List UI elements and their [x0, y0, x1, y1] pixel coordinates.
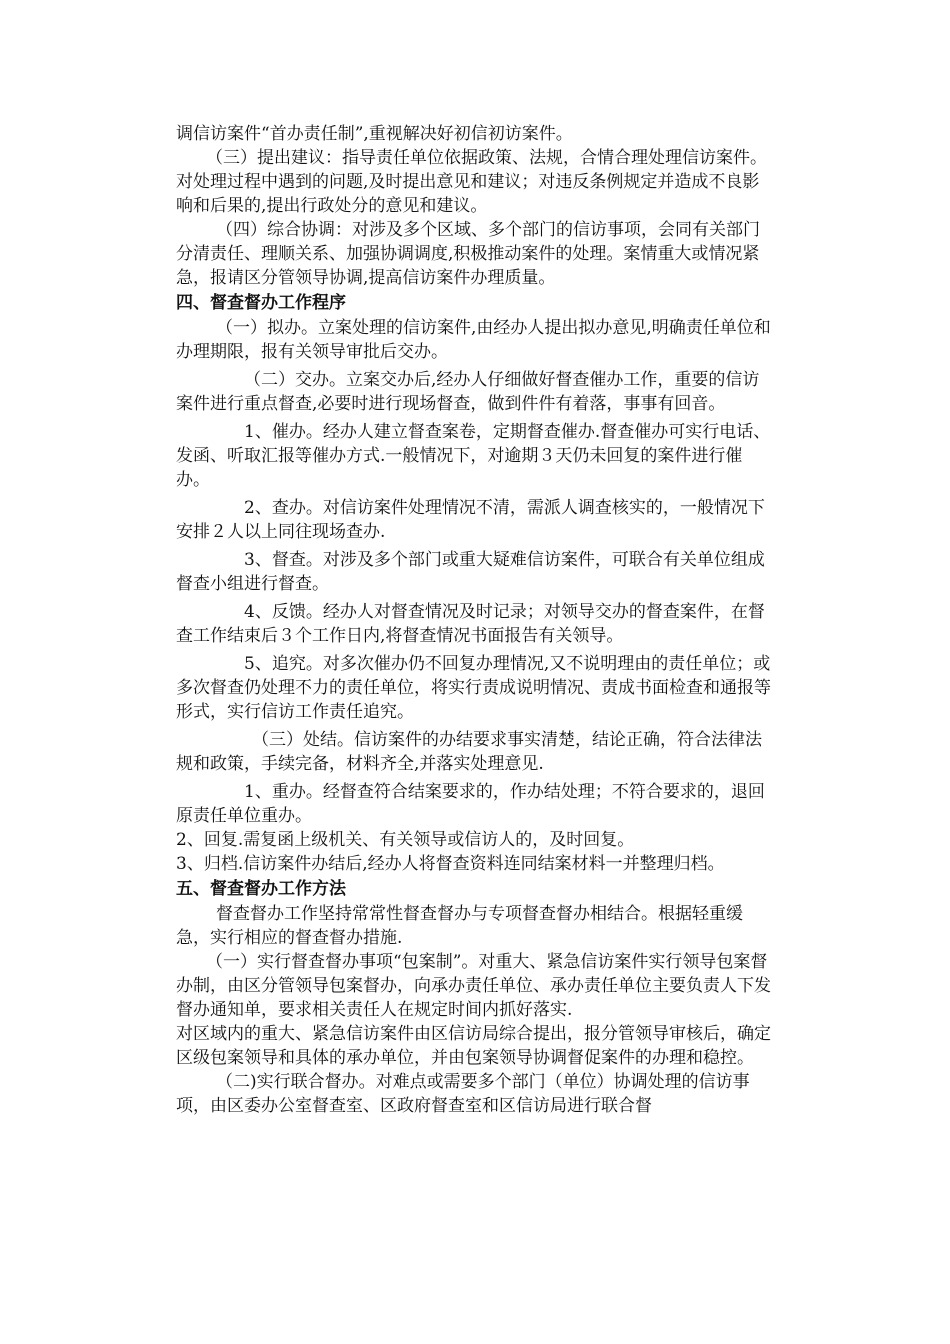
paragraph-nibang: （一）拟办。立案处理的信访案件,由经办人提出拟办意见,明确责任单位和办理期限，报有关领导审批后交办。	[176, 318, 771, 362]
paragraph-huifu: 2、回复.需复函上级机关、有关领导或信访人的，及时回复。	[176, 830, 635, 850]
paragraph-guidang: 3、归档.信访案件办结后,经办人将督查资料连同结案材料一并整理归档。	[176, 854, 725, 874]
paragraph-intro: 调信访案件“首办责任制”,重视解决好初信初访案件。	[176, 124, 573, 144]
paragraph-chujie: （三）处结。信访案件的办结要求事实清楚，结论正确，符合法律法规和政策，手续完备，材料齐全,并落实处理意见.	[176, 730, 762, 774]
paragraph-coordination: （四）综合协调：对涉及多个区域、多个部门的信访事项，会同有关部门分清责任、理顺关系、加强协调调度,积极推动案件的处理。案情重大或情况紧急，报请区分管领导协调,提高信访案件办理质量。	[176, 220, 760, 288]
paragraph-suggestion: （三）提出建议：指导责任单位依据政策、法规，合情合理处理信访案件。对处理过程中遇到的问题,及时提出意见和建议；对违反条例规定并造成不良影响和后果的,提出行政处分的意见和建议。	[176, 148, 767, 216]
paragraph-chongban: 1、重办。经督查符合结案要求的，作办结处理；不符合要求的，退回原责任单位重办。	[176, 782, 765, 826]
section-heading-procedure: 四、督查督办工作程序	[176, 293, 346, 313]
paragraph-chaban: 2、查办。对信访案件处理情况不清，需派人调查核实的，一般情况下安排２人以上同往现场查办.	[176, 498, 765, 542]
paragraph-zhuijiu: 5、追究。对多次催办仍不回复办理情况,又不说明理由的责任单位；或多次督查仍处理不力的责任单位，将实行责成说明情况、责成书面检查和通报等形式，实行信访工作责任追究。	[176, 654, 771, 722]
section-heading-method: 五、督查督办工作方法	[176, 879, 346, 899]
paragraph-baoan: （一）实行督查督办事项“包案制”。对重大、紧急信访案件实行领导包案督办制，由区分管领导包案督办，向承办责任单位、承办责任单位主要负责人下发督办通知单，要求相关责任人在规定时间内抓好落实.	[176, 952, 771, 1020]
paragraph-lianhe: （二)实行联合督办。对难点或需要多个部门（单位）协调处理的信访事项，由区委办公室督查室、区政府督查室和区信访局进行联合督	[176, 1072, 750, 1116]
paragraph-ducha: 3、督查。对涉及多个部门或重大疑难信访案件，可联合有关单位组成督查小组进行督查。	[176, 550, 765, 594]
paragraph-quyu: 对区域内的重大、紧急信访案件由区信访局综合提出，报分管领导审核后，确定区级包案领导和具体的承办单位，并由包案领导协调督促案件的办理和稳控。	[176, 1024, 771, 1068]
document-body	[176, 122, 776, 1118]
paragraph-fankui: 4、反馈。经办人对督查情况及时记录；对领导交办的督查案件，在督查工作结束后３个工作日内,将督查情况书面报告有关领导。	[176, 602, 765, 646]
paragraph-jiaoban: （二）交办。立案交办后,经办人仔细做好督查催办工作，重要的信访案件进行重点督查,必要时进行现场督查，做到件件有着落，事事有回音。	[176, 370, 760, 414]
paragraph-method: 督查督办工作坚持常常性督查督办与专项督查督办相结合。根据轻重缓急，实行相应的督查督办措施.	[176, 904, 743, 948]
paragraph-cuiban: 1、催办。经办人建立督查案卷，定期督查催办.督查催办可实行电话、发函、听取汇报等催办方式.一般情况下，对逾期３天仍未回复的案件进行催办。	[176, 422, 771, 490]
